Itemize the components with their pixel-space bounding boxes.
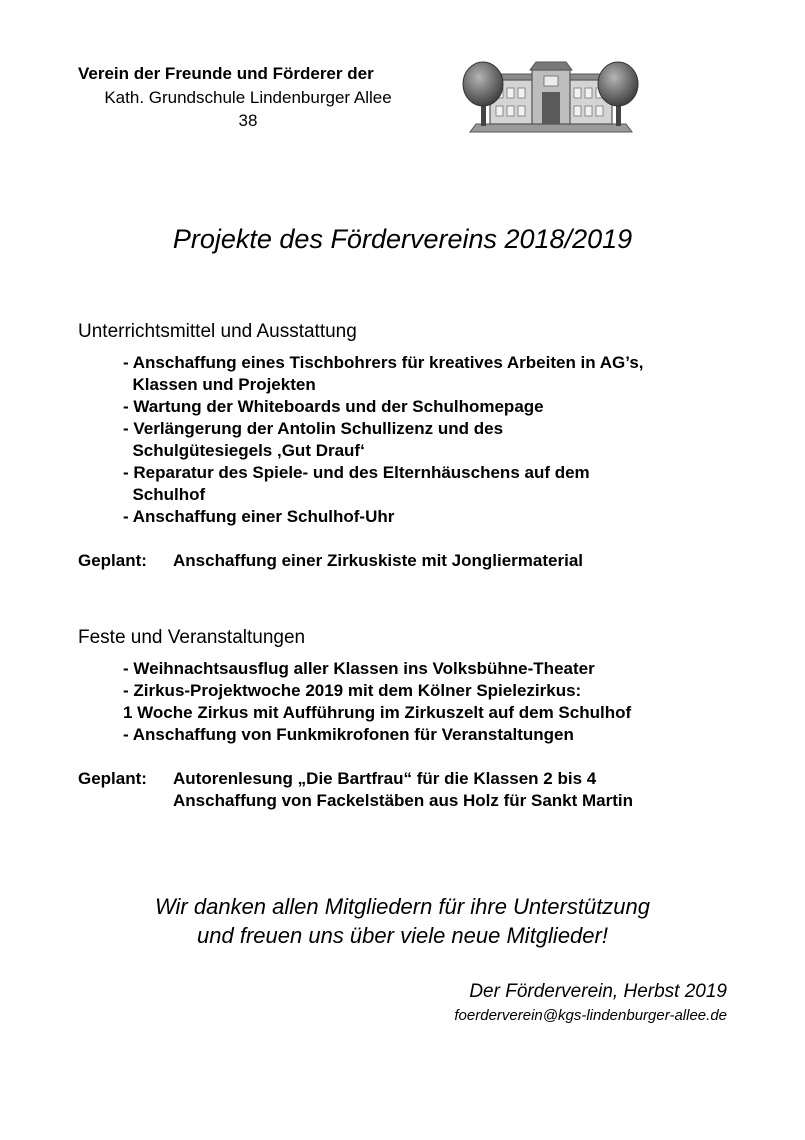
list-item: - Anschaffung einer Schulhof-Uhr (123, 507, 395, 526)
section-heading-events: Feste und Veranstaltungen (78, 627, 306, 648)
list-item: Klassen und Projekten (123, 375, 316, 394)
thanks-line-1: Wir danken allen Mitgliedern für ihre Unterstützung (154, 894, 651, 919)
section-heading-equipment: Unterrichtsmittel und Ausstattung (78, 321, 357, 342)
thanks-line-2: und freuen uns über viele neue Mitglieder! (197, 923, 608, 948)
school-building-icon (460, 54, 642, 138)
header-line-3: 38 (238, 111, 258, 130)
planned-item: Anschaffung einer Zirkuskiste mit Jongliermaterial (173, 551, 584, 570)
planned-label: Geplant: (78, 769, 147, 788)
list-item: - Anschaffung eines Tischbohrers für kreatives Arbeiten in AG’s, (123, 353, 644, 372)
list-item: - Wartung der Whiteboards und der Schulhomepage (123, 397, 544, 416)
list-item: - Verlängerung der Antolin Schullizenz und des (123, 419, 504, 438)
list-item: Schulgütesiegels ‚Gut Drauf‘ (123, 441, 365, 460)
planned-item: Anschaffung von Fackelstäben aus Holz für Sankt Martin (173, 791, 634, 810)
signature: Der Förderverein, Herbst 2019 (469, 981, 727, 1002)
list-item: - Reparatur des Spiele- und des Elternhäuschens auf dem (123, 463, 590, 482)
list-item: 1 Woche Zirkus mit Aufführung im Zirkuszelt auf dem Schulhof (123, 703, 632, 722)
header-line-2: Kath. Grundschule Lindenburger Allee (104, 88, 392, 107)
events-list (123, 658, 631, 746)
email-address: foerderverein@kgs-lindenburger-allee.de (454, 1007, 727, 1024)
list-item: Schulhof (123, 485, 206, 504)
list-item: - Weihnachtsausflug aller Klassen ins Volksbühne-Theater (123, 659, 595, 678)
page-title: Projekte des Fördervereins 2018/2019 (172, 224, 633, 254)
list-item: - Anschaffung von Funkmikrofonen für Veranstaltungen (123, 725, 574, 744)
thanks-message (0, 892, 805, 950)
planned-item: Autorenlesung „Die Bartfrau“ für die Klassen 2 bis 4 (173, 769, 597, 788)
equipment-list (123, 352, 644, 528)
list-item: - Zirkus-Projektwoche 2019 mit dem Kölner Spielezirkus: (123, 681, 582, 700)
header-line-1: Verein der Freunde und Förderer der (78, 64, 374, 83)
planned-label: Geplant: (78, 551, 147, 570)
